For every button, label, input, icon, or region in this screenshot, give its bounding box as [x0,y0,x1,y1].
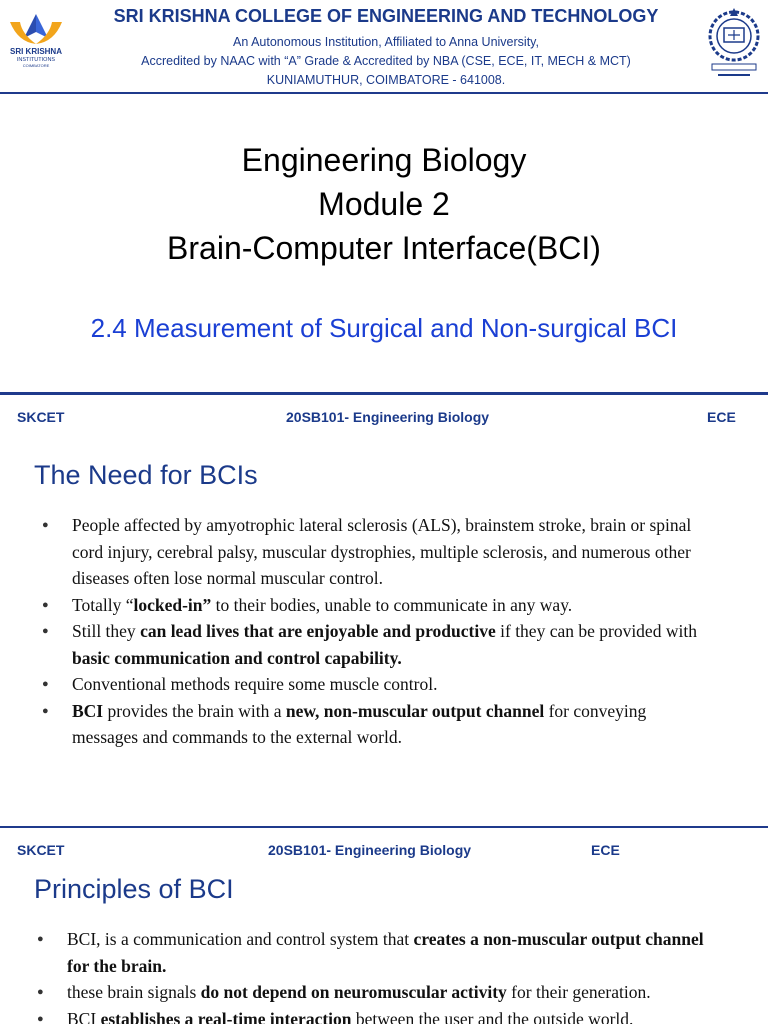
svg-text:COIMBATORE: COIMBATORE [22,63,50,68]
bullet-item [67,979,717,1006]
bullet-text: these brain signals [67,982,201,1002]
slide-principles-of-bci [0,828,768,1024]
bullet-item [72,698,712,751]
footer-left: SKCET [17,842,65,858]
affiliation-line: An Autonomous Institution, Affiliated to Anna University, [233,35,539,49]
title-line-1: Engineering Biology [241,142,527,178]
bullet-text-bold: do not depend on neuromuscular activity [200,982,507,1002]
address-line: KUNIAMUTHUR, COIMBATORE - 641008. [266,73,506,87]
bullet-item [72,618,712,671]
bullet-list [72,512,712,751]
bullet-text: for their generation. [506,982,651,1002]
college-name: SRI KRISHNA COLLEGE OF ENGINEERING AND TECHNOLOGY [113,6,659,26]
accreditation-line: Accredited by NAAC with “A” Grade & Accredited by NBA (CSE, ECE, IT, MECH & MCT) [141,54,631,68]
footer-center: 20SB101- Engineering Biology [286,409,490,425]
bullet-text-bold: can lead lives that are enjoyable and productive [140,621,496,641]
title-line-3: Brain-Computer Interface(BCI) [167,230,601,266]
slide-need-for-bcis [0,396,768,826]
bullet-text: for conveying messages and commands to the external world. [72,700,647,747]
bullet-text: between the user and the outside world. [351,1008,634,1024]
slide-title [0,0,768,392]
bullet-text: Still they [72,621,141,641]
bullet-text: Conventional methods require some muscle control. [72,674,438,694]
header-divider [0,92,768,94]
bullet-text-bold: locked-in” [133,594,212,615]
bullet-item [67,926,717,979]
slide-separator [0,392,768,395]
bullet-text-bold: BCI [72,700,104,721]
slide-heading: The Need for BCIs [34,460,258,490]
bullet-item [72,512,712,592]
svg-text:SRI KRISHNA: SRI KRISHNA [9,47,63,56]
footer-center: 20SB101- Engineering Biology [268,842,472,858]
bullet-text-bold: basic communication and control capability. [72,647,402,668]
sri-krishna-logo [4,8,68,72]
bullet-text: BCI, is a communication and control system that [67,929,414,949]
slide-footer-bar [0,409,768,429]
college-emblem [704,4,764,84]
subtitle: 2.4 Measurement of Surgical and Non-surgical BCI [90,313,678,343]
bullet-text: if they can be provided with [495,621,697,641]
bullet-text: Totally “ [72,594,134,615]
bullet-text: provides the brain with a [103,700,286,721]
slide-heading: Principles of BCI [34,874,234,904]
bullet-text: People affected by amyotrophic lateral sclerosis (ALS), brainstem stroke, brain or spinal cord injury, cerebral palsy, muscular dystrophies, multiple sclerosis, and numerous other diseases often lose normal muscular control. [72,515,692,588]
bullet-text-bold: creates a non-muscular output channel for the brain. [67,929,704,976]
bullet-list [67,926,717,1024]
bullet-text-bold: new, non-muscular output channel [285,700,545,721]
title-line-2: Module 2 [318,186,450,222]
bullet-text-bold: establishes a real-time interaction [100,1008,352,1024]
svg-text:INSTITUTIONS: INSTITUTIONS [16,57,56,63]
slide-footer-bar [0,842,768,862]
footer-left: SKCET [17,409,65,425]
footer-right: ECE [591,842,620,858]
footer-right: ECE [707,409,736,425]
bullet-item [72,671,712,698]
bullet-item [72,592,712,619]
bullet-text: BCI [67,1008,101,1024]
bullet-item [67,1006,717,1024]
bullet-text: to their bodies, unable to communicate in any way. [211,594,573,615]
